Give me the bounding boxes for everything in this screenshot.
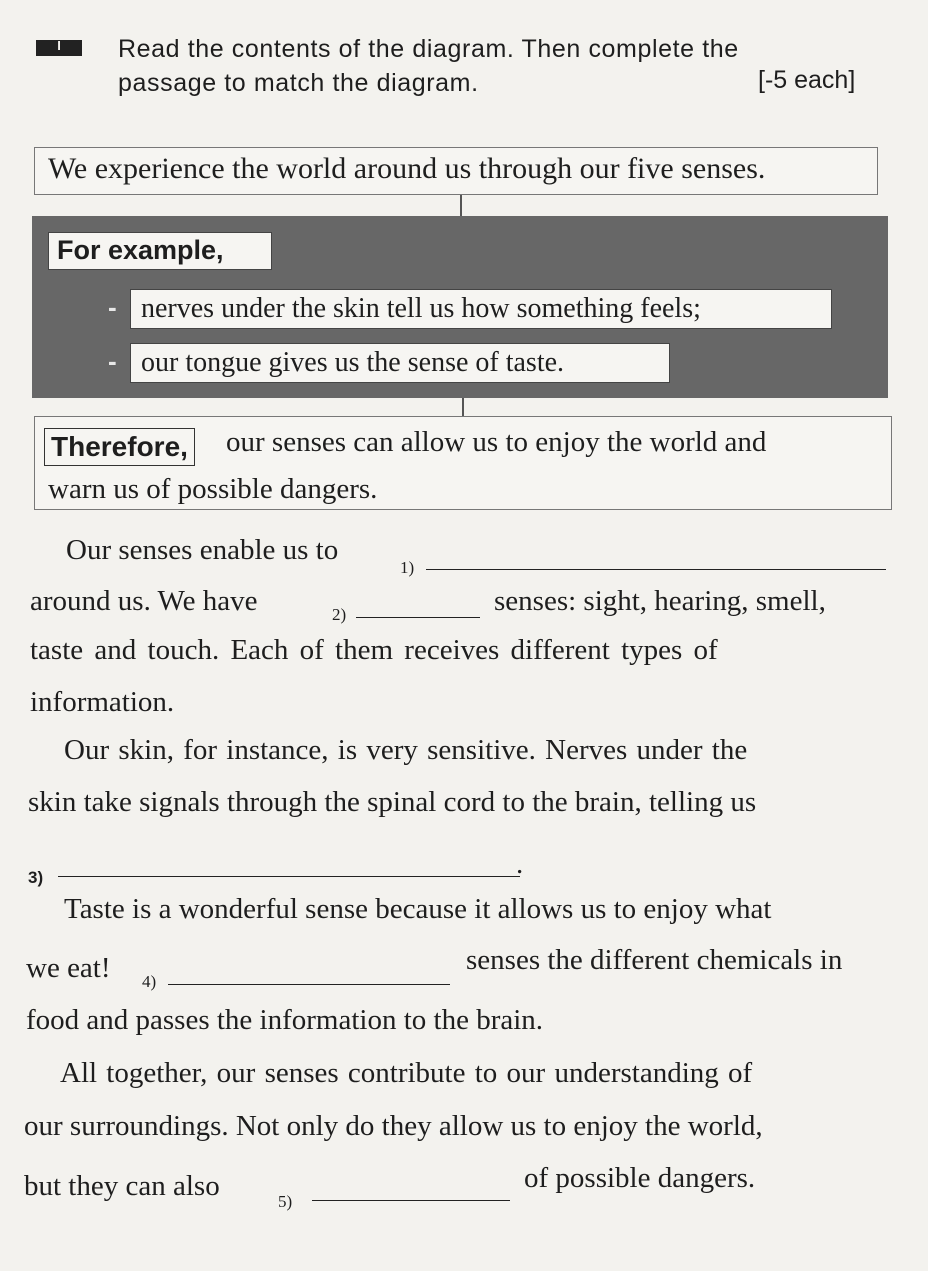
instruction-line-1: Read the contents of the diagram. Then complete the [118, 35, 739, 63]
blank-number-5: 5) [278, 1192, 293, 1211]
blank-number-4: 4) [142, 972, 157, 991]
passage-line-1: Our senses enable us to [66, 534, 339, 566]
example-item-2: our tongue gives us the sense of taste. [130, 343, 670, 383]
blank-number-1: 1) [400, 558, 415, 577]
answer-blank-3[interactable] [58, 876, 520, 877]
passage-line-12a: but they can also [24, 1170, 220, 1202]
passage-period: . [516, 848, 524, 880]
diagram-connector-top [460, 195, 462, 216]
diagram-top-text: We experience the world around us through our five senses. [48, 152, 766, 185]
passage-line-8a: we eat! [26, 952, 111, 984]
answer-blank-5[interactable] [312, 1200, 510, 1201]
passage-line-8b: senses the different chemicals in [466, 944, 843, 976]
diagram-bottom-line-1: our senses can allow us to enjoy the world and [226, 426, 767, 458]
therefore-label: Therefore, [44, 428, 195, 466]
passage-line-10: All together, our senses contribute to our understanding of [60, 1057, 753, 1089]
passage-line-3: taste and touch. Each of them receives different types of [30, 634, 718, 666]
answer-blank-4[interactable] [168, 984, 450, 985]
points-label: [-5 each] [758, 66, 856, 94]
diagram-connector-bottom [462, 398, 464, 416]
answer-blank-1[interactable] [426, 569, 886, 570]
example-item-1: nerves under the skin tell us how something feels; [130, 289, 832, 329]
passage-line-7: Taste is a wonderful sense because it allows us to enjoy what [64, 893, 772, 925]
answer-blank-2[interactable] [356, 617, 480, 618]
passage-line-2b: senses: sight, hearing, smell, [494, 585, 826, 617]
blank-number-3: 3) [28, 868, 44, 887]
passage-line-12b: of possible dangers. [524, 1162, 756, 1194]
example-label: For example, [48, 232, 272, 270]
blank-number-2: 2) [332, 605, 347, 624]
instructions [118, 32, 739, 100]
section-number: I [57, 38, 61, 53]
passage-line-6: skin take signals through the spinal cord to the brain, telling us [28, 786, 757, 818]
passage-line-2a: around us. We have [30, 585, 258, 617]
passage-line-11: our surroundings. Not only do they allow us to enjoy the world, [24, 1110, 763, 1142]
passage-line-9: food and passes the information to the brain. [26, 1004, 544, 1036]
passage-line-4: information. [30, 686, 175, 718]
instruction-line-2: passage to match the diagram. [118, 69, 479, 97]
example-dash-2: - [108, 346, 117, 376]
example-dash-1: - [108, 292, 117, 322]
passage-line-5: Our skin, for instance, is very sensitive. Nerves under the [64, 734, 748, 766]
diagram-bottom-line-2: warn us of possible dangers. [48, 473, 378, 505]
